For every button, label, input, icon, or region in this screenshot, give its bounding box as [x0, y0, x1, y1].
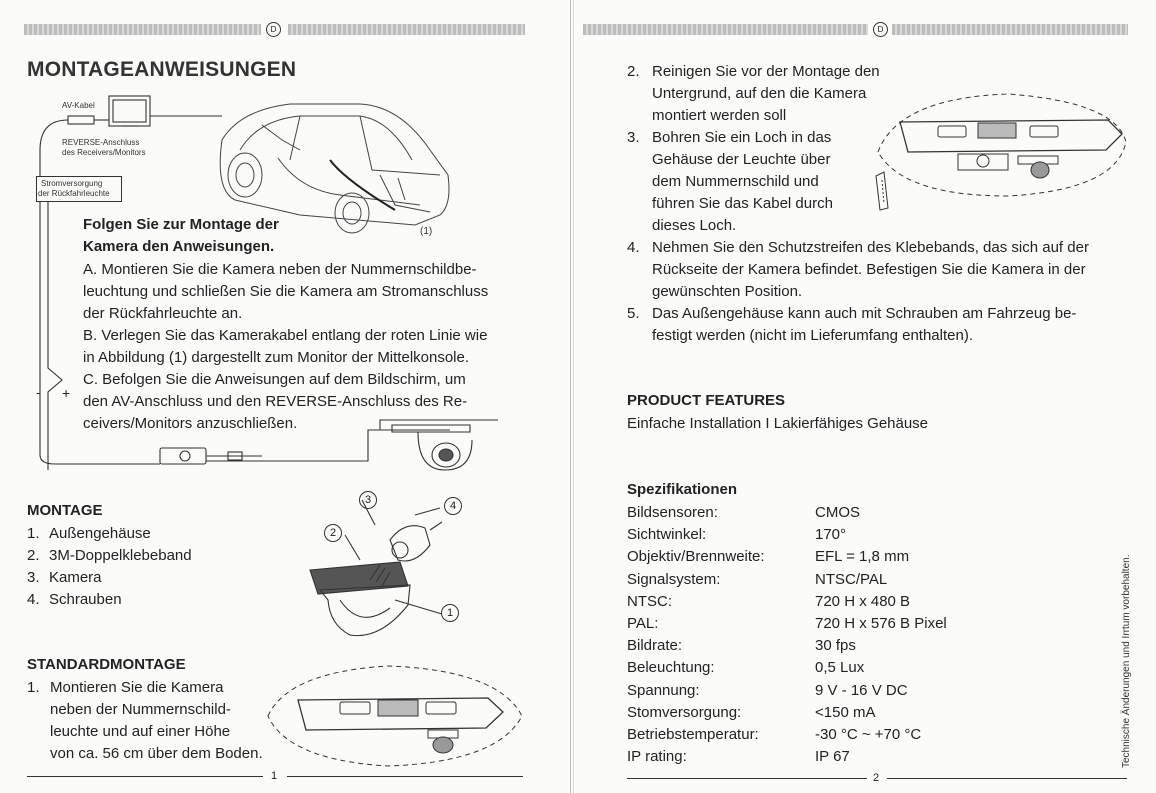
step-line: Rückseite der Kamera befindet. Befestigen Sie die Kamera in der — [652, 261, 1086, 278]
step-line: festigt werden (nicht im Lieferumfang enthalten). — [652, 327, 973, 344]
spec-row: Spannung: 9 V - 16 V DC — [627, 681, 908, 699]
spec-row: IP rating: IP 67 — [627, 748, 850, 766]
instruction-line: A. Montieren Sie die Kamera neben der Nummernschildbe- — [83, 261, 477, 278]
step-line: Das Außengehäuse kann auch mit Schrauben am Fahrzeug be- — [652, 305, 1077, 322]
spec-row: NTSC: 720 H x 480 B — [627, 592, 911, 610]
instruction-line: den AV-Anschluss und den REVERSE-Anschluss des Re- — [83, 393, 468, 410]
spec-row: Objektiv/Brennweite: EFL = 1,8 mm — [627, 548, 910, 566]
power-label-1: Stromversorgung — [41, 179, 103, 188]
page-number: 2 — [873, 772, 880, 784]
instruction-line: C. Befolgen Sie die Anweisungen auf dem Bildschirm, um — [83, 371, 466, 388]
page-title: MONTAGEANWEISUNGEN — [27, 58, 297, 81]
spec-row: Signalsystem: NTSC/PAL — [627, 570, 888, 588]
step-line: Untergrund, auf den die Kamera — [652, 85, 867, 102]
standard-number: 1. — [27, 679, 40, 696]
instruction-line: B. Verlegen Sie das Kamerakabel entlang der roten Linie wie — [83, 327, 488, 344]
camera-mount-illustration — [392, 425, 472, 470]
country-badge: D — [873, 22, 888, 37]
callout-2: 2 — [324, 524, 342, 542]
footer-rule-left — [27, 776, 263, 777]
cable-connector-icon — [160, 448, 206, 464]
plus-label: + — [62, 385, 71, 401]
spec-row: Stomversorgung: <150 mA — [627, 703, 876, 721]
callout-4: 4 — [444, 497, 462, 515]
list-item: 4. Schrauben — [27, 591, 122, 608]
step-line: Reinigen Sie vor der Montage den — [652, 63, 880, 80]
left-page — [0, 0, 572, 793]
drill-hole-illustration — [858, 80, 1133, 220]
minus-label: - — [36, 385, 41, 400]
list-item: 1. Außengehäuse — [27, 525, 151, 542]
montage-title: MONTAGE — [27, 502, 103, 519]
step-number: 2. — [627, 63, 640, 80]
step-line: montiert werden soll — [652, 107, 787, 124]
spec-row: Beleuchtung: 0,5 Lux — [627, 659, 865, 677]
step-line: dieses Loch. — [652, 217, 737, 234]
reverse-label-2: des Receivers/Monitors — [62, 148, 146, 157]
callout-3: 3 — [359, 491, 377, 509]
header-band-right — [892, 24, 1128, 35]
instructions-heading-1: Folgen Sie zur Montage der — [83, 216, 279, 233]
step-line: Bohren Sie ein Loch in das — [652, 129, 832, 146]
av-cable-label: AV-Kabel — [62, 101, 95, 110]
right-page — [573, 0, 1156, 793]
specs-table — [627, 502, 947, 768]
spec-row: Sichtwinkel: 170° — [627, 526, 847, 544]
list-item: 2. 3M-Doppelklebeband — [27, 547, 192, 564]
figure-label: (1) — [420, 226, 433, 237]
list-item: 3. Kamera — [27, 569, 102, 586]
footer-rule-left — [627, 778, 867, 779]
specs-title: Spezifikationen — [627, 481, 738, 498]
header-band-left — [583, 24, 868, 35]
standard-line: von ca. 56 cm über dem Boden. — [50, 745, 263, 762]
step-line: gewünschten Position. — [652, 283, 803, 300]
spec-row: Bildrate: 30 fps — [627, 637, 856, 655]
montage-list — [27, 523, 192, 611]
step-line: dem Nummernschild und — [652, 173, 819, 190]
callout-1: 1 — [441, 604, 459, 622]
footer-rule-right — [287, 776, 523, 777]
standard-line: neben der Nummernschild- — [50, 701, 231, 718]
instruction-line: ceivers/Monitors anzuschließen. — [83, 415, 298, 432]
features-text: Einfache Installation I Lakierfähiges Gehäuse — [627, 415, 929, 432]
country-badge: D — [266, 22, 281, 37]
standard-line: leuchte und auf einer Höhe — [50, 723, 231, 740]
step-line: Gehäuse der Leuchte über — [652, 151, 831, 168]
spec-row: PAL: 720 H x 576 B Pixel — [627, 615, 947, 633]
license-light-illustration — [258, 660, 530, 772]
power-label-2: der Rückfahrleuchte — [38, 189, 110, 198]
spec-row: Bildsensoren: CMOS — [627, 504, 860, 521]
step-number: 5. — [627, 305, 640, 322]
car-illustration — [220, 104, 449, 233]
instruction-line: leuchtung und schließen Sie die Kamera am Stromanschluss — [83, 283, 489, 300]
step-number: 4. — [627, 239, 640, 256]
step-line: Nehmen Sie den Schutzstreifen des Klebebands, das sich auf der — [652, 239, 1089, 256]
step-number: 3. — [627, 129, 640, 146]
reverse-label-1: REVERSE-Anschluss — [62, 138, 140, 147]
camera-parts-illustration — [290, 490, 470, 650]
footer-rule-right — [887, 778, 1127, 779]
spec-row: Betriebstemperatur: -30 °C ~ +70 °C — [627, 726, 922, 744]
step-line: führen Sie das Kabel durch — [652, 195, 833, 212]
standard-title: STANDARDMONTAGE — [27, 656, 186, 673]
page-number: 1 — [271, 770, 278, 782]
features-title: PRODUCT FEATURES — [627, 392, 786, 409]
instruction-line: der Rückfahrleuchte an. — [83, 305, 243, 322]
power-label-box — [36, 176, 122, 202]
instructions-heading-2: Kamera den Anweisungen. — [83, 238, 275, 255]
standard-line: Montieren Sie die Kamera — [50, 679, 224, 696]
instruction-line: in Abbildung (1) dargestellt zum Monitor der Mittelkonsole. — [83, 349, 470, 366]
legal-note: Technische Änderungen und Irrtum vorbehalten. — [1121, 554, 1132, 768]
